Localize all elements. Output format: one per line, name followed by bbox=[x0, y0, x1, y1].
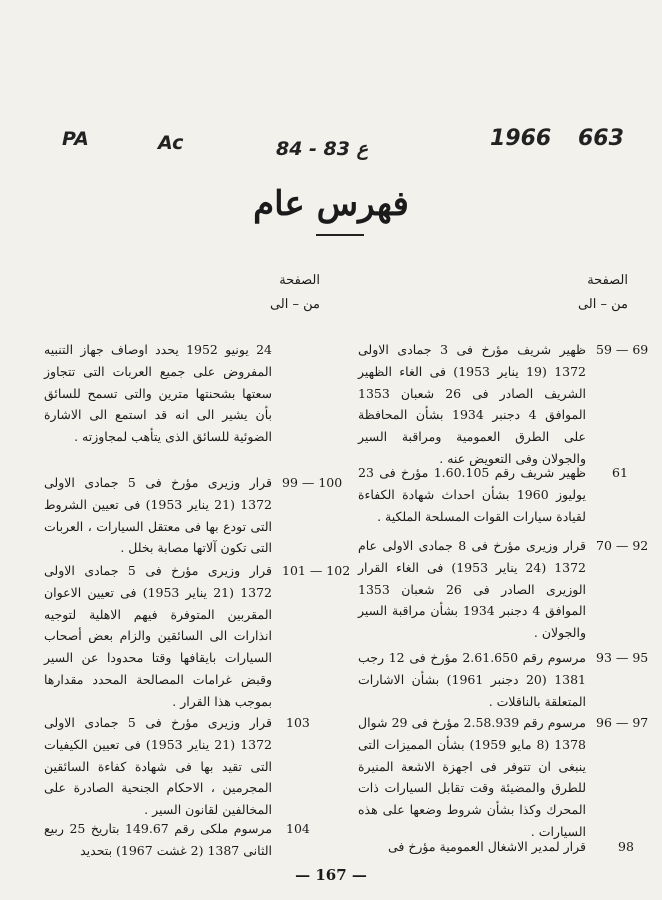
left-column-heading-page: الصفحة bbox=[279, 273, 320, 288]
handwritten-mark: Ac bbox=[158, 132, 184, 154]
right-column-heading-range: من – الى bbox=[577, 297, 628, 312]
title-underline bbox=[316, 234, 364, 236]
index-entry: مرسوم رقم 2.61.650 مؤرخ فى 12 رجب 1381 (20 دجنبر 1961) بشأن الاشارات المتعلقة بالناقلات . bbox=[358, 650, 586, 709]
index-entry: قرار وزيرى مؤرخ فى 8 جمادى الاولى عام 1372 (24 يناير 1953) فى الغاء القرار الوزيرى الصادر فى 26 شعبان 1353 الموافق 4 دجنبر 1934 بشأن مراقبة السير والجولان . bbox=[358, 538, 587, 641]
entry-pages: 98 bbox=[618, 839, 634, 854]
index-entry: قرار وزيرى مؤرخ فى 5 جمادى الاولى 1372 (21 يناير 1953) فى تعيين الشروط التى تودع بها فى معتقل السيارات ، العربات التى تكون آلاتها مصابة بخلل . bbox=[44, 475, 272, 556]
entry-pages: 59 — 69 bbox=[596, 342, 649, 357]
entry-pages: 61 bbox=[612, 465, 628, 480]
entry-pages: 103 bbox=[286, 715, 310, 730]
handwritten-mark: PA bbox=[62, 128, 89, 150]
entry-pages: 99 — 100 bbox=[282, 475, 343, 490]
right-column-heading-page: الصفحة bbox=[587, 273, 628, 288]
handwritten-number: 663 bbox=[578, 126, 624, 151]
index-entry: ظهير شريف رقم 1.60.105 مؤرخ فى 23 يوليوز 1960 بشأن احداث شهادة الكفاءة لقيادة سيارات القوات المسلحة الملكية . bbox=[358, 465, 587, 524]
page-title: فهرس عام bbox=[253, 184, 409, 224]
left-column-heading-range: من – الى bbox=[269, 297, 320, 312]
index-entry: ظهير شريف مؤرخ فى 3 جمادى الاولى 1372 (19 يناير 1953) فى الغاء الظهير الشريف الصادر فى 26 شعبان 1353 الموافق 4 دجنبر 1934 بشأن المحافظة على الطرق العمومية ومراقبة السير والجولان وفى التعويض عنه . bbox=[358, 342, 587, 466]
entry-pages: 101 — 102 bbox=[282, 563, 351, 578]
handwritten-mark: 84 - 83 ع bbox=[276, 138, 368, 160]
entry-pages: 96 — 97 bbox=[596, 715, 649, 730]
index-entry: قرار وزيرى مؤرخ فى 5 جمادى الاولى 1372 (21 يناير 1953) فى تعيين الكيفيات التى تقيد بها فى شهادة كفاءة السائقين المجرمين ، الاحكام الجنحية الصادرة على المخالفين لقانون السير . bbox=[44, 715, 273, 818]
index-entry: مرسوم ملكى رقم 149.67 بتاريخ 25 ربيع الثانى 1387 (2 غشت 1967) بتحديد bbox=[44, 821, 273, 858]
index-entry: قرار وزيرى مؤرخ فى 5 جمادى الاولى 1372 (21 يناير 1953) فى تعيين الاعوان المقربين المتوفرة فيهم الاهلية لتوجيه انذارات الى السائقين والزام بعض أصحاب السيارات بايقافها وقتا محدودا عن السير وقبض غرامات المصالحة المحدد مقدارها بموجب هذا القرار . bbox=[44, 563, 272, 709]
handwritten-year: 1966 bbox=[490, 126, 552, 151]
index-entry: مرسوم رقم 2.58.939 مؤرخ فى 29 شوال 1378 (8 مايو 1959) بشأن المميزات التى ينبغى ان تتوفر فى اجهزة الاشعة المنيرة للطرق والمضيئة وقت تقابل السيارات ذات المحرك وكذا بشأن شروط وضعها على هذه السيارات . bbox=[358, 715, 587, 839]
index-entry: 24 يونيو 1952 يحدد اوصاف جهاز التنبيه المفروض على جميع العربات التى تتجاوز سعتها بشحنتها مترين والتى تسمح للسائق بأن يشير الى انه قد استمع الى الاشارة الضوئية للسائق الذى يتأهب لمجاوزته . bbox=[44, 342, 272, 445]
entry-pages: 93 — 95 bbox=[596, 650, 649, 665]
index-entry: قرار لمدير الاشغال العمومية مؤرخ فى bbox=[387, 839, 586, 854]
page-number: — 167 — bbox=[295, 866, 367, 884]
entry-pages: 70 — 92 bbox=[596, 538, 649, 553]
entry-pages: 104 bbox=[286, 821, 310, 836]
